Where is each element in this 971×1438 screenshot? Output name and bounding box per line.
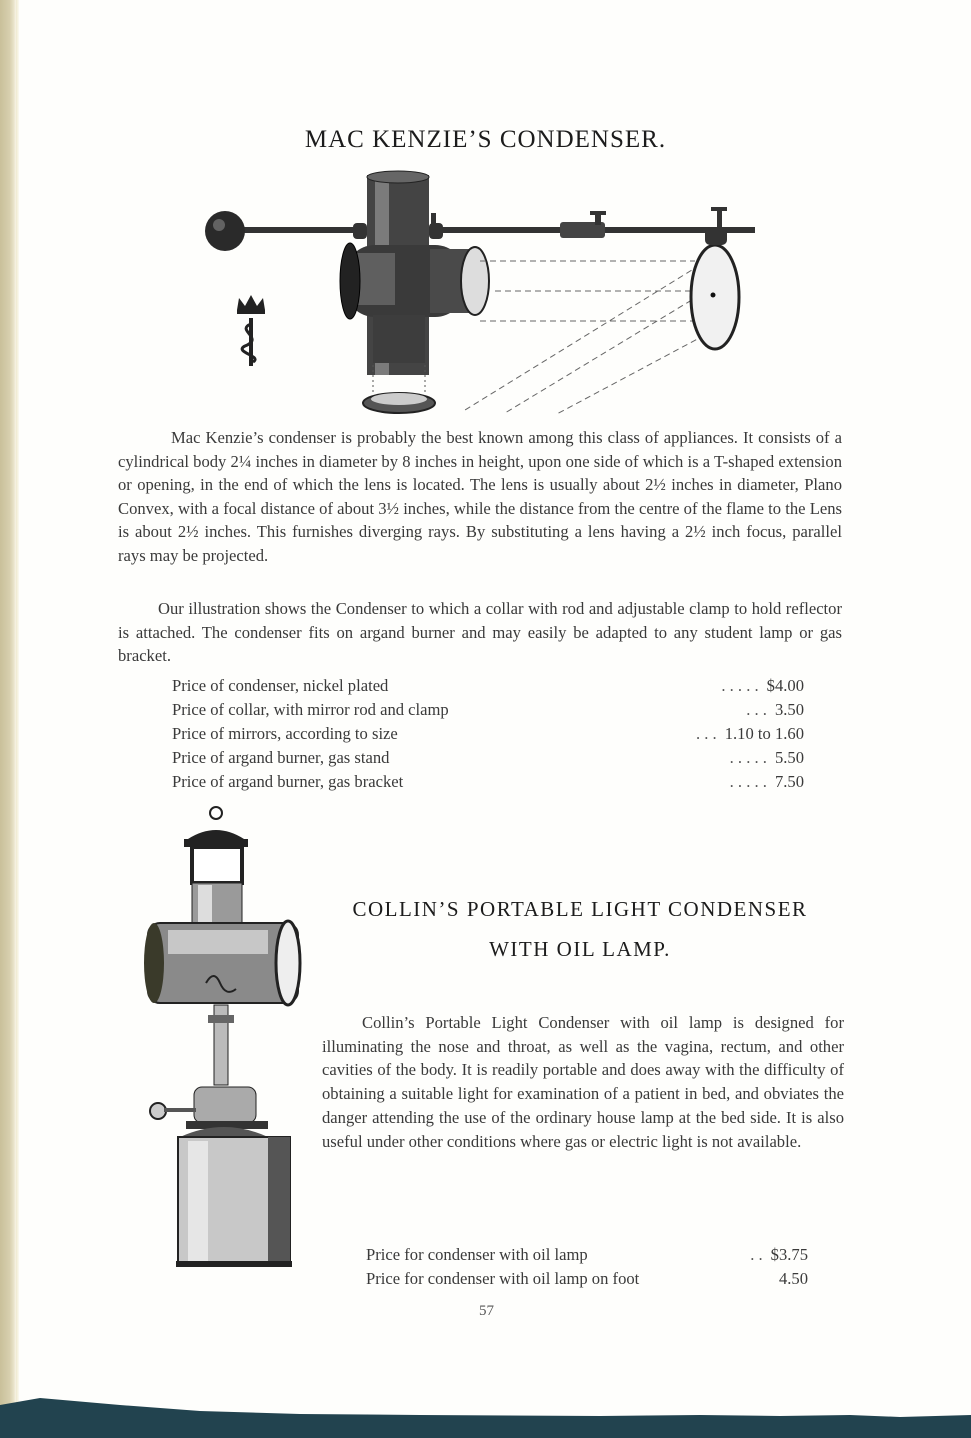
book-spine-edge	[0, 0, 16, 1438]
mackenzie-description: Mac Kenzie’s condenser is probably the best known among this class of appliances. It consists of a cylindrical body 2¼ inches in diameter by 8 inches in height, upon one side of which is a T-shaped extension or opening, in the end of which the lens is located. The lens is usually about 2½ inches in diameter, Plano Convex, with a focal distance of about 3½ inches, while the distance from the centre of the flame to the Lens is about 2½ inches. This furnishes diverging rays. By substituting a lens having a 2½ inch focus, parallel rays may be projected.	[118, 428, 842, 565]
reflector-rod	[235, 227, 755, 233]
price-leader: . . . . .	[721, 676, 759, 695]
price-label: Price of condenser, nickel plated	[172, 676, 389, 695]
price-row	[172, 724, 804, 748]
price-row	[172, 772, 804, 796]
price-value: 5.50	[774, 748, 804, 767]
section-title-collins-line-1: COLLIN’S PORTABLE LIGHT CONDENSER	[352, 897, 808, 921]
price-value: $4.00	[766, 676, 804, 695]
page-number: 57	[479, 1303, 494, 1319]
crown-caduceus-emblem	[229, 292, 273, 368]
price-value: 3.50	[774, 700, 804, 719]
price-leader: . . .	[695, 724, 717, 743]
collins-price-list	[366, 1245, 808, 1293]
crown-icon	[237, 295, 265, 310]
price-label: Price of argand burner, gas stand	[172, 748, 390, 767]
price-value: 1.10 to 1.60	[724, 724, 804, 743]
price-value: 4.50	[778, 1269, 808, 1288]
price-value: 7.50	[774, 772, 804, 791]
section-title-collins-line-2: WITH OIL LAMP.	[489, 937, 671, 961]
price-value: $3.75	[770, 1245, 808, 1264]
price-row	[172, 676, 804, 700]
price-row	[172, 700, 804, 724]
counterweight-ball	[205, 211, 245, 251]
lens	[461, 247, 489, 315]
serpent-icon	[242, 324, 255, 362]
price-label: Price of argand burner, gas bracket	[172, 772, 404, 791]
price-leader: . . . . .	[729, 748, 767, 767]
mackenzie-illustration-note: Our illustration shows the Condenser to which a collar with rod and adjustable clamp to hold reflector is attached. The condenser fits on argand burner and may easily be adapted to any student lamp or gas bracket.	[118, 599, 842, 666]
price-label: Price for condenser with oil lamp on foot	[366, 1269, 640, 1288]
section-title-mackenzie: MAC KENZIE’S CONDENSER.	[304, 126, 667, 153]
light-rays	[465, 261, 705, 415]
price-row	[366, 1269, 808, 1293]
price-label: Price of collar, with mirror rod and clamp	[172, 700, 449, 719]
mackenzie-condenser-illustration	[195, 165, 770, 425]
page-gutter-shadow	[16, 0, 19, 1438]
price-row	[172, 748, 804, 772]
price-leader: . . . . .	[729, 772, 767, 791]
wick-adjuster-knob	[150, 1103, 166, 1119]
reflector-mirror	[691, 245, 739, 349]
collins-condenser-illustration	[128, 805, 318, 1330]
mackenzie-price-list	[172, 676, 804, 796]
barrel-back	[144, 923, 164, 1003]
price-row	[366, 1245, 808, 1269]
price-leader: . . .	[746, 700, 767, 719]
collins-description: Collin’s Portable Light Condenser with oil lamp is designed for illuminating the nose and throat, as well as the vagina, rectum, and other cavities of the body. It is readily portable and does away with the difficulty of obtaining a suitable light for examination of a patient in bed, and obviates the danger attending the use of the ordinary house lamp at the bed side. It is also useful under other conditions where gas or electric light is not available.	[322, 1013, 844, 1151]
price-label: Price for condenser with oil lamp	[366, 1245, 588, 1264]
scan-background-below-page	[0, 1395, 971, 1438]
barrel-lens	[276, 921, 300, 1005]
burner	[194, 1087, 256, 1123]
price-label: Price of mirrors, according to size	[172, 724, 398, 743]
price-leader: . .	[750, 1245, 763, 1264]
chimney-window	[192, 847, 242, 883]
top-knob	[210, 807, 222, 819]
